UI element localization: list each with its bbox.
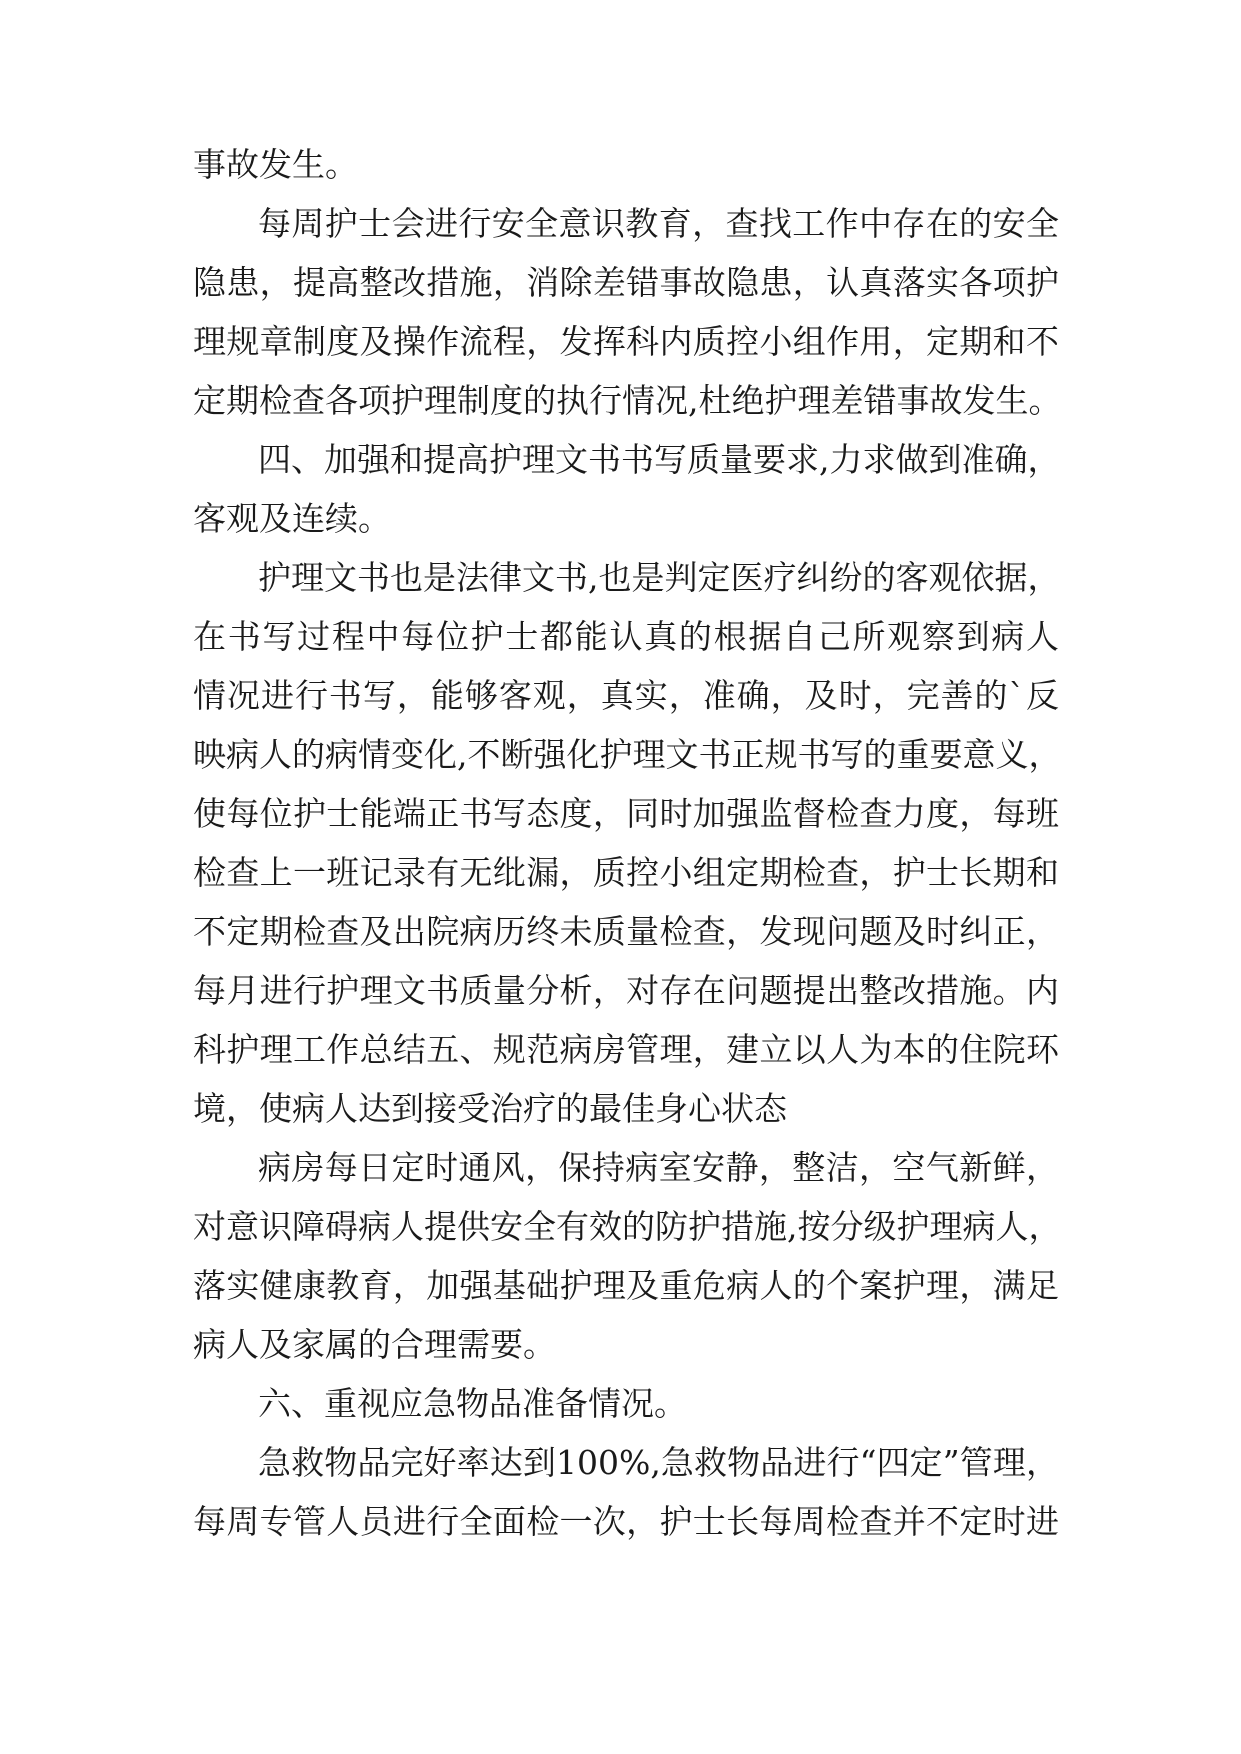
text-line: 在书写过程中每位护士都能认真的根据自己所观察到病人 xyxy=(193,617,1059,656)
text-line: 科护理工作总结五、规范病房管理，建立以人为本的住院环 xyxy=(193,1030,1059,1069)
text-line: 境，使病人达到接受治疗的最佳身心状态 xyxy=(193,1089,787,1128)
text-line: 落实健康教育，加强基础护理及重危病人的个案护理，满足 xyxy=(193,1266,1059,1305)
text-line: 映病人的病情变化,不断强化护理文书正规书写的重要意义， xyxy=(193,735,1062,774)
text-line: 理规章制度及操作流程，发挥科内质控小组作用，定期和不 xyxy=(193,322,1059,361)
text-line: 病人及家属的合理需要。 xyxy=(193,1325,556,1364)
text-line: 每周专管人员进行全面检一次，护士长每周检查并不定时进 xyxy=(193,1502,1059,1541)
text-line: 事故发生。 xyxy=(193,145,358,184)
text-line: 四、加强和提高护理文书书写质量要求,力求做到准确， xyxy=(258,440,1061,479)
text-line: 六、重视应急物品准备情况。 xyxy=(258,1384,687,1423)
text-line: 护理文书也是法律文书,也是判定医疗纠纷的客观依据， xyxy=(258,558,1061,597)
text-line: 急救物品完好率达到100%,急救物品进行“四定”管理， xyxy=(258,1443,1059,1482)
text-line: 每月进行护理文书质量分析，对存在问题提出整改措施。内 xyxy=(193,971,1059,1010)
text-line: 对意识障碍病人提供安全有效的防护措施,按分级护理病人， xyxy=(193,1207,1062,1246)
text-line: 检查上一班记录有无纰漏，质控小组定期检查，护士长期和 xyxy=(193,853,1059,892)
text-line: 隐患，提高整改措施，消除差错事故隐患，认真落实各项护 xyxy=(193,263,1059,302)
text-line: 每周护士会进行安全意识教育，查找工作中存在的安全 xyxy=(258,204,1059,243)
text-line: 使每位护士能端正书写态度，同时加强监督检查力度，每班 xyxy=(193,794,1059,833)
text-line: 客观及连续。 xyxy=(193,499,391,538)
text-line: 病房每日定时通风，保持病室安静，整洁，空气新鲜， xyxy=(258,1148,1059,1187)
text-line: 定期检查各项护理制度的执行情况,杜绝护理差错事故发生。 xyxy=(193,381,1062,420)
text-line: 不定期检查及出院病历终未质量检查，发现问题及时纠正， xyxy=(193,912,1059,951)
text-line: 情况进行书写，能够客观，真实，准确，及时，完善的`反 xyxy=(193,676,1059,715)
